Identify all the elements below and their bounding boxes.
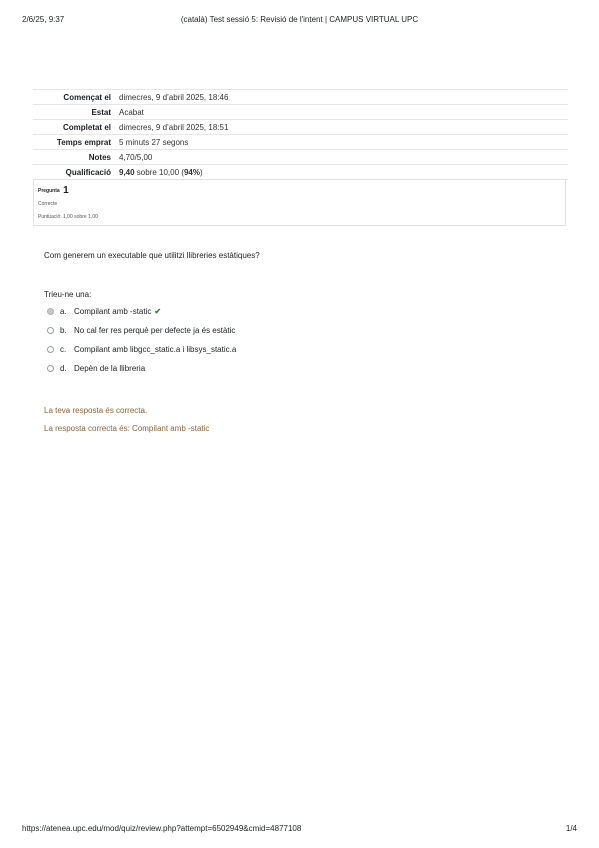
question-state: Correcte	[38, 201, 58, 207]
print-date: 2/6/25, 9:37	[22, 15, 65, 24]
summary-value: Acabat	[115, 105, 568, 120]
summary-label: Qualificació	[33, 165, 115, 180]
answer-label: Compilant amb -static	[74, 307, 152, 316]
check-icon: ✔	[154, 307, 162, 316]
question-grade: Puntuació: 1,00 sobre 1,00	[38, 214, 98, 220]
answer-text: Depèn de la llibreria	[74, 364, 146, 373]
summary-row-completed	[33, 120, 568, 135]
attempt-summary-table	[33, 89, 568, 180]
summary-row-state	[33, 105, 568, 120]
grade-out-of: sobre 10,00 (	[134, 167, 184, 177]
radio-button[interactable]	[47, 365, 54, 372]
question-info-box	[33, 179, 566, 226]
summary-label: Estat	[33, 105, 115, 120]
summary-value: 4,70/5,00	[115, 150, 568, 165]
radio-button[interactable]	[47, 327, 54, 334]
print-url: https://atenea.upc.edu/mod/quiz/review.php?attempt=6502949&cmid=4877108	[22, 824, 302, 833]
summary-label: Temps emprat	[33, 135, 115, 150]
answer-text: No cal fer res perquè per defecte ja és estàtic	[74, 326, 236, 335]
grade-percent: 94%	[183, 167, 200, 177]
summary-grade-value	[115, 165, 568, 180]
summary-label: Completat el	[33, 120, 115, 135]
question-number-value: 1	[63, 185, 69, 196]
answer-text: Compilant amb libgcc_static.a i libsys_static.a	[74, 345, 237, 354]
answer-text	[74, 307, 161, 316]
summary-label: Notes	[33, 150, 115, 165]
question-number-prefix: Pregunta	[38, 188, 60, 194]
print-page-count: 1/4	[565, 824, 577, 833]
answer-letter: a.	[60, 307, 67, 316]
summary-value: dimecres, 9 d’abril 2025, 18:51	[115, 120, 568, 135]
summary-row-started	[33, 90, 568, 105]
summary-row-marks	[33, 150, 568, 165]
grade-close: )	[199, 167, 203, 177]
question-number	[38, 185, 69, 196]
answer-letter: b.	[60, 326, 67, 335]
summary-value: 5 minuts 27 segons	[115, 135, 568, 150]
radio-button-selected[interactable]	[47, 308, 54, 315]
question-text: Com generem un executable que utilitzi llibreries estàtiques?	[44, 251, 260, 260]
answer-prompt: Trieu-ne una:	[44, 290, 92, 299]
print-page-title: (català) Test sessió 5: Revisió de l'intent | CAMPUS VIRTUAL UPC	[180, 15, 419, 24]
summary-row-time-taken	[33, 135, 568, 150]
answer-letter: c.	[60, 345, 67, 354]
answer-letter: d.	[60, 364, 67, 373]
right-answer: La resposta correcta és: Compilant amb -static	[44, 424, 210, 433]
summary-row-grade	[33, 165, 568, 180]
radio-button[interactable]	[47, 346, 54, 353]
grade-score: 9,40	[119, 167, 135, 177]
summary-value: dimecres, 9 d’abril 2025, 18:46	[115, 90, 568, 105]
summary-label: Començat el	[33, 90, 115, 105]
print-header	[22, 15, 577, 27]
answer-feedback: La teva resposta és correcta.	[44, 406, 148, 415]
print-footer	[22, 824, 577, 836]
